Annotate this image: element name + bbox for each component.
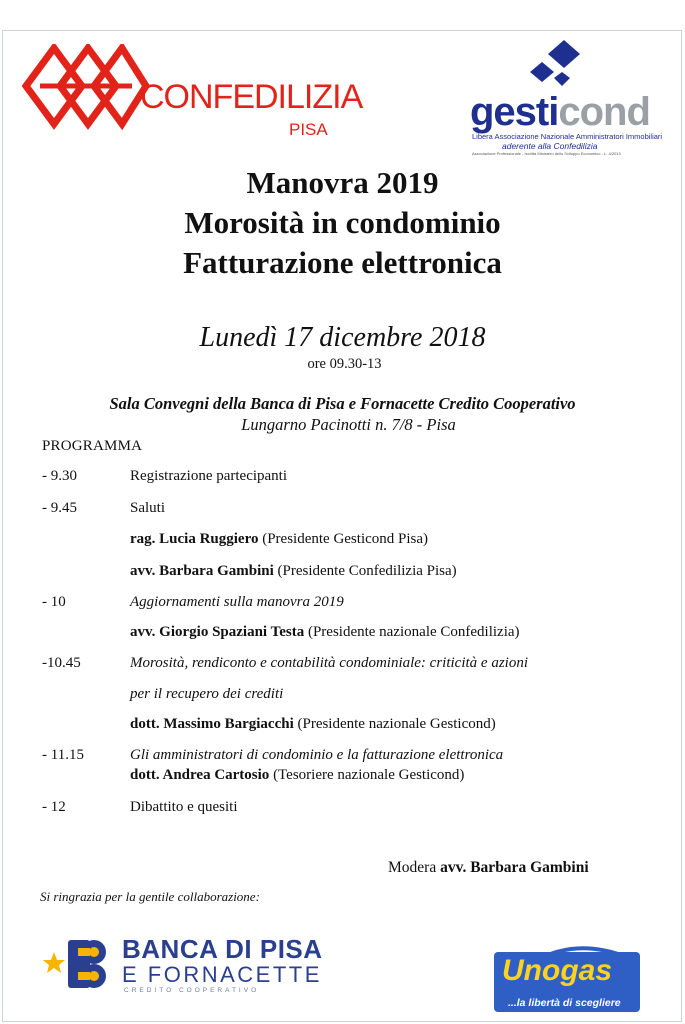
speaker-role: (Presidente Confedilizia Pisa) (277, 563, 457, 579)
schedule-time: - 11.15 (42, 747, 84, 763)
banca-name-line2: E FORNACETTE (122, 962, 322, 987)
gesticond-name (470, 90, 650, 135)
unogas-tagline: ...la libertà di scegliere (508, 997, 621, 1009)
banca-emblem-icon (38, 932, 118, 996)
event-time: ore 09.30-13 (307, 356, 382, 372)
event-date: Lunedì 17 dicembre 2018 (199, 322, 486, 353)
speaker-line (130, 624, 520, 641)
moderator-name: avv. Barbara Gambini (440, 859, 589, 876)
gesticond-fine-print: Associazione Professionale - Iscritta Ministero dello Sviluppo Economico - L. 4/2013 (472, 151, 621, 156)
schedule-time: - 10 (42, 594, 66, 610)
event-address: Lungarno Pacinotti n. 7/8 - Pisa (241, 415, 456, 434)
schedule-topic-continued: per il recupero dei crediti (130, 686, 284, 702)
speaker-line (130, 531, 428, 548)
title-line-2: Morosità in condominio (184, 205, 501, 240)
schedule-text: Dibattito e quesiti (130, 799, 238, 815)
gesticond-diamond-icon (528, 38, 588, 92)
speaker-line (130, 716, 496, 733)
gesticond-affiliation: aderente alla Confedilizia (502, 141, 598, 151)
gesticond-subtitle: Libera Associazione Nazionale Amministratori Immobiliari (472, 132, 663, 141)
speaker-line (130, 767, 464, 784)
confedilizia-name: CONFEDILIZIA (140, 78, 363, 116)
banca-di-pisa-logo (38, 932, 338, 996)
speaker-name: rag. Lucia Ruggiero (130, 531, 259, 547)
programma-heading: PROGRAMMA (42, 438, 143, 454)
schedule-time: -10.45 (42, 655, 81, 671)
gesticond-name-part2: cond (558, 90, 650, 134)
speaker-role: (Presidente nazionale Gesticond) (297, 716, 496, 732)
speaker-name: dott. Massimo Bargiacchi (130, 716, 294, 732)
schedule-time: - 9.30 (42, 468, 77, 484)
schedule-text: Saluti (130, 500, 166, 516)
speaker-name: dott. Andrea Cartosio (130, 767, 270, 783)
confedilizia-emblem-icon (20, 44, 150, 130)
gesticond-logo (468, 38, 663, 156)
unogas-name: Unogas (502, 954, 613, 987)
speaker-role: (Tesoriere nazionale Gesticond) (273, 767, 465, 783)
schedule-time: - 12 (42, 799, 66, 815)
moderator-label: Modera (388, 859, 437, 876)
banca-name-line3: CREDITO COOPERATIVO (124, 987, 260, 994)
confedilizia-logo (20, 44, 363, 139)
title-line-1: Manovra 2019 (246, 165, 439, 200)
schedule-text: Registrazione partecipanti (130, 468, 288, 484)
speaker-role: (Presidente Gesticond Pisa) (262, 531, 429, 547)
schedule-topic: Gli amministratori di condominio e la fatturazione elettronica (130, 747, 504, 763)
moderator-line (388, 859, 589, 877)
schedule-time: - 9.45 (42, 500, 77, 516)
unogas-logo (494, 944, 640, 1016)
banca-name-line1: BANCA DI PISA (122, 934, 323, 964)
confedilizia-city: PISA (289, 120, 328, 139)
title-line-3: Fatturazione elettronica (183, 245, 502, 280)
thanks-note: Si ringrazia per la gentile collaborazione: (40, 889, 260, 904)
speaker-line (130, 563, 457, 580)
gesticond-name-part1: gesti (470, 90, 559, 134)
speaker-role: (Presidente nazionale Confedilizia) (307, 624, 520, 640)
event-titles (0, 163, 685, 283)
schedule-topic: Aggiornamenti sulla manovra 2019 (130, 594, 344, 610)
schedule-topic: Morosità, rendiconto e contabilità condominiale: criticità e azioni (130, 655, 528, 671)
speaker-name: avv. Giorgio Spaziani Testa (130, 624, 305, 640)
speaker-name: avv. Barbara Gambini (130, 563, 274, 579)
event-venue: Sala Convegni della Banca di Pisa e Fornacette Credito Cooperativo (109, 394, 576, 413)
